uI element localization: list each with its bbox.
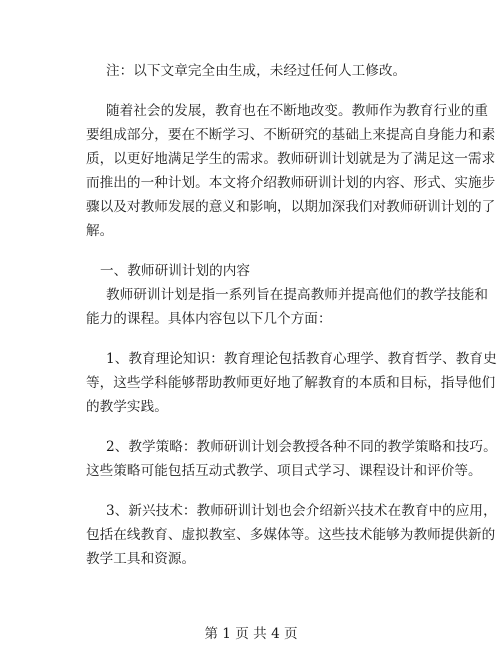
item3-line: 3、新兴技术：教师研训计划也会介绍新兴技术在教育中的应用， — [106, 503, 497, 519]
intro-line: 要组成部分，要在不断学习、不断研究的基础上来提高自身能力和素 — [86, 127, 496, 143]
item3-line: 包括在线教育、虚拟教室、多媒体等。这些技术能够为教师提供新的 — [86, 527, 496, 543]
note-line: 注：以下文章完全由生成，未经过任何人工修改。 — [106, 63, 407, 79]
intro-line: 质，以更好地满足学生的需求。教师研训计划就是为了满足这一需求 — [86, 151, 496, 167]
intro-line: 而推出的一种计划。本文将介绍教师研训计划的内容、形式、实施步 — [86, 175, 496, 191]
item2-line: 2、教学策略：教师研训计划会教授各种不同的教学策略和技巧。 — [106, 439, 497, 455]
page-number: 第 1 页 共 4 页 — [204, 626, 298, 642]
intro-line: 随着社会的发展，教育也在不断地改变。教师作为教育行业的重 — [106, 103, 489, 119]
intro-line: 骤以及对教师发展的意义和影响，以期加深我们对教师研训计划的了 — [86, 199, 496, 215]
item1-line: 等，这些学科能够帮助教师更好地了解教育的本质和目标，指导他们 — [86, 375, 496, 391]
item2-line: 这些策略可能包括互动式教学、项目式学习、课程设计和评价等。 — [86, 463, 482, 479]
section1-line: 教师研训计划是指一系列旨在提高教师并提高他们的教学技能和 — [106, 287, 489, 303]
section1-line: 能力的课程。具体内容包以下几个方面： — [86, 311, 332, 327]
item1-line: 1、教育理论知识：教育理论包括教育心理学、教育哲学、教育史 — [106, 351, 497, 367]
item1-line: 的教学实践。 — [86, 399, 168, 415]
item3-line: 教学工具和资源。 — [86, 551, 196, 567]
section-heading: 一、教师研训计划的内容 — [100, 263, 251, 279]
intro-line: 解。 — [86, 223, 114, 239]
